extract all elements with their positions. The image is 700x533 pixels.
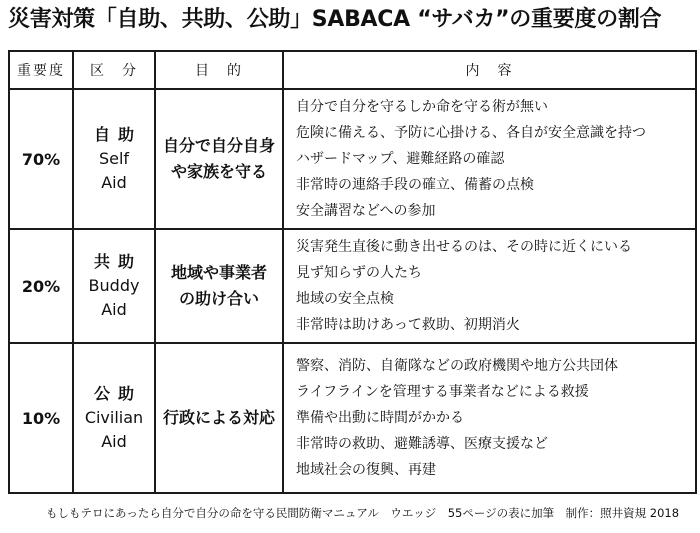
category-japanese: 共助 bbox=[93, 252, 142, 271]
purpose-cell bbox=[155, 229, 283, 343]
purpose-line1: 行政による対応 bbox=[162, 408, 275, 427]
category-english-line2: Aid bbox=[101, 432, 127, 451]
content-cell bbox=[283, 343, 696, 493]
document-title: 災害対策「自助、共助、公助」SABACA “サバカ”の重要度の割合 bbox=[8, 7, 662, 32]
purpose-line2: や家族を守る bbox=[170, 162, 267, 181]
category-cell bbox=[73, 343, 155, 493]
category-english-line1: Self bbox=[98, 149, 130, 168]
purpose-line1: 自分で自分自身 bbox=[162, 136, 275, 155]
category-english-line2: Aid bbox=[101, 300, 127, 319]
category-japanese: 公助 bbox=[93, 384, 142, 403]
category-cell bbox=[73, 229, 155, 343]
content-item: 安全講習などへの参加 bbox=[296, 203, 436, 219]
category-japanese: 自助 bbox=[93, 125, 142, 144]
header-purpose: 目 的 bbox=[155, 51, 283, 89]
content-item: 警察、消防、自衛隊などの政府機関や地方公共団体 bbox=[296, 358, 618, 374]
importance-percent: 10% bbox=[9, 343, 73, 493]
content-item: 災害発生直後に動き出せるのは、その時に近くにいる bbox=[296, 239, 632, 255]
importance-percent: 70% bbox=[9, 89, 73, 229]
category-english-line2: Aid bbox=[101, 173, 127, 192]
header-content: 内 容 bbox=[283, 51, 696, 89]
table-row-self-aid bbox=[9, 89, 696, 229]
importance-percent: 20% bbox=[9, 229, 73, 343]
source-credit: もしもテロにあったら自分で自分の命を守る民間防衛マニュアル ウエッジ 55ページの表に加筆 制作：照井資規 2018 bbox=[46, 506, 680, 520]
purpose-cell bbox=[155, 89, 283, 229]
purpose-line2: の助け合い bbox=[178, 289, 259, 308]
content-item: 非常時の連絡手段の確立、備蓄の点検 bbox=[296, 177, 534, 193]
content-cell bbox=[283, 229, 696, 343]
purpose-line1: 地域や事業者 bbox=[170, 263, 267, 282]
category-english-line1: Civilian bbox=[84, 408, 144, 427]
header-category: 区 分 bbox=[73, 51, 155, 89]
header-importance: 重要度 bbox=[9, 51, 73, 89]
content-item: 見ず知らずの人たち bbox=[296, 265, 422, 281]
table-row-buddy-aid bbox=[9, 229, 696, 343]
content-item: 準備や出動に時間がかかる bbox=[296, 410, 464, 426]
content-item: 非常時は助けあって救助、初期消火 bbox=[296, 317, 520, 333]
content-item: ハザードマップ、避難経路の確認 bbox=[296, 151, 505, 167]
table-header-row bbox=[9, 51, 696, 89]
content-item: 非常時の救助、避難誘導、医療支援など bbox=[296, 436, 548, 452]
content-item: 地域社会の復興、再建 bbox=[296, 462, 436, 478]
content-item: 危険に備える、予防に心掛ける、各自が安全意識を持つ bbox=[296, 125, 646, 141]
content-item: ライフラインを管理する事業者などによる救援 bbox=[296, 384, 589, 400]
content-cell bbox=[283, 89, 696, 229]
importance-table bbox=[8, 50, 697, 494]
content-item: 自分で自分を守るしか命を守る術が無い bbox=[296, 99, 548, 115]
category-english-line1: Buddy bbox=[88, 276, 140, 295]
table-row-civilian-aid bbox=[9, 343, 696, 493]
category-cell bbox=[73, 89, 155, 229]
content-item: 地域の安全点検 bbox=[296, 291, 394, 307]
purpose-cell bbox=[155, 343, 283, 493]
